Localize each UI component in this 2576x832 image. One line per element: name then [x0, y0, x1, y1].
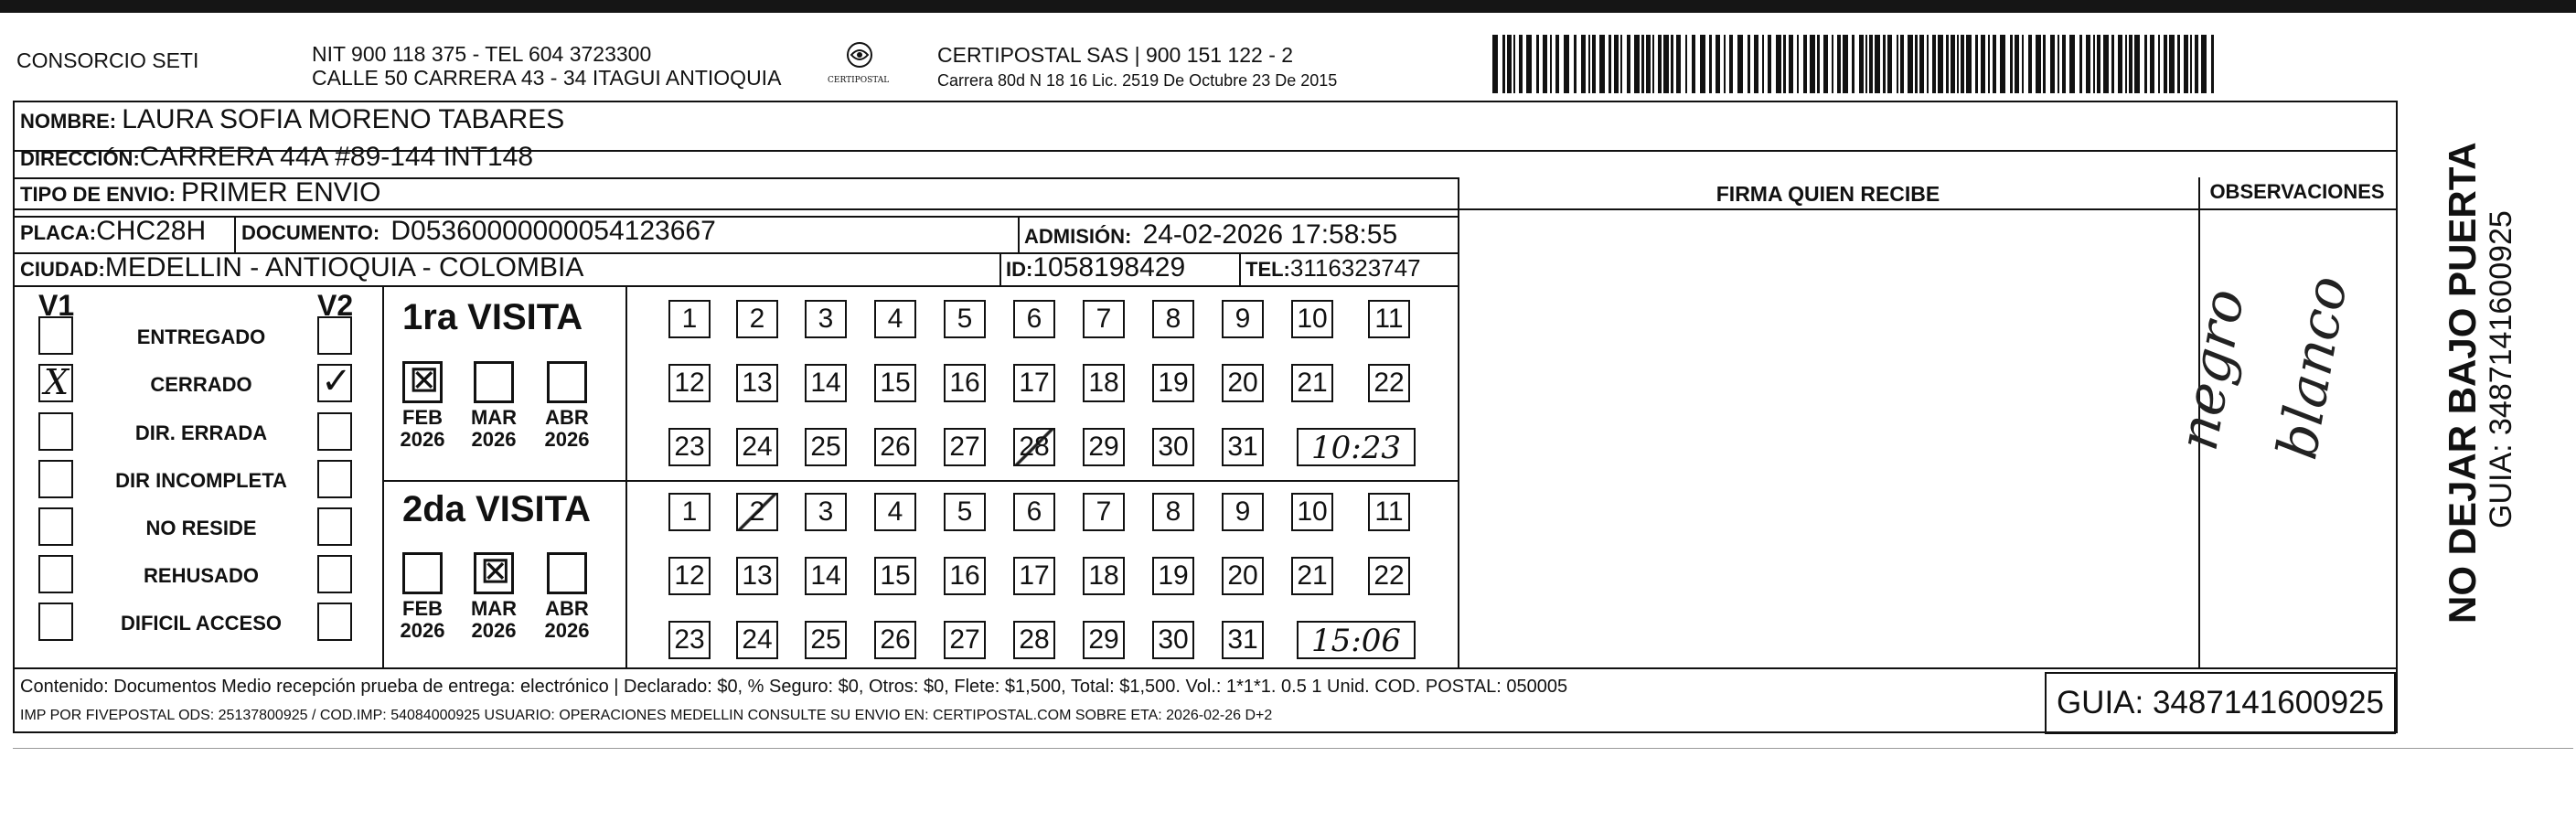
v1-checkbox[interactable]: X [38, 364, 73, 402]
visit2-day-13[interactable]: 13 [736, 557, 778, 595]
barcode-bar [1536, 35, 1539, 93]
barcode-bar [1875, 35, 1880, 93]
observaciones-handwriting-1: negro [2165, 284, 2258, 455]
barcode-bar [2022, 35, 2024, 93]
barcode-bar [1908, 35, 1913, 93]
documento-row: DOCUMENTO: D05360000000054123667 [241, 216, 716, 246]
visit2-month-checkbox[interactable] [547, 552, 587, 594]
visit1-day-20[interactable]: 20 [1222, 364, 1264, 402]
visit1-day-27[interactable]: 27 [944, 428, 986, 466]
barcode-bar [1526, 35, 1532, 93]
visit2-month-checkbox[interactable]: ⊠ [474, 552, 514, 594]
barcode-bar [1685, 35, 1687, 93]
visit1-month-label: MAR 2026 [470, 406, 518, 451]
barcode-bar [1789, 35, 1793, 93]
status-label: ENTREGADO [136, 325, 266, 348]
visit1-day-30[interactable]: 30 [1152, 428, 1194, 466]
visit2-day-23[interactable]: 23 [668, 621, 711, 659]
visit1-day-8[interactable]: 8 [1152, 300, 1194, 338]
barcode-bar [1588, 35, 1590, 93]
barcode-bar [1932, 35, 1936, 93]
barcode-bar [1975, 35, 1978, 93]
barcode-bar [1737, 35, 1743, 93]
visit2-day-8[interactable]: 8 [1152, 493, 1194, 531]
visit1-day-28[interactable]: 28 [1013, 428, 1055, 466]
visit1-day-7[interactable]: 7 [1083, 300, 1125, 338]
barcode-bar [2211, 35, 2214, 93]
admision-row: ADMISIÓN: 24-02-2026 17:58:55 [1024, 219, 1398, 250]
visit2-month-checkbox[interactable] [402, 552, 443, 594]
barcode-bar [1627, 35, 1630, 93]
visit1-day-14[interactable]: 14 [805, 364, 847, 402]
barcode-bar [1803, 35, 1807, 93]
visit1-day-25[interactable]: 25 [805, 428, 847, 466]
barcode-bar [1748, 35, 1750, 93]
impresion-line: IMP POR FIVEPOSTAL ODS: 25137800925 / COD.IMP: 54084000925 USUARIO: OPERACIONES MEDELLIN CONSULTE SU ENVIO EN: CERTIPOSTAL.COM SOBRE ETA: 2026-02-26 D+2 [20, 708, 1273, 723]
barcode-bar [1634, 35, 1640, 93]
barcode-bar [1768, 35, 1771, 93]
barcode-bar [2093, 35, 2095, 93]
certipostal-line: CERTIPOSTAL SAS | 900 151 122 - 2 [937, 43, 1294, 67]
visit2-day-7[interactable]: 7 [1083, 493, 1125, 531]
visit2-month-label: FEB 2026 [400, 597, 445, 642]
barcode-bar [2129, 35, 2132, 93]
barcode-bar [1915, 35, 1918, 93]
visit2-day-5[interactable]: 5 [944, 493, 986, 531]
visit1-month-checkbox[interactable]: ⊠ [402, 361, 443, 403]
observaciones-handwriting-2: blanco [2265, 271, 2361, 464]
visit1-title: 1ra VISITA [402, 297, 583, 337]
barcode-bar [2158, 35, 2160, 93]
barcode-bar [2050, 35, 2055, 93]
barcode-bar [1599, 35, 1605, 93]
barcode-bar [1620, 35, 1622, 93]
company-name: CONSORCIO SETI [16, 48, 199, 72]
ciudad-value: MEDELLIN - ANTIOQUIA - COLOMBIA [104, 252, 584, 283]
visit1-day-18[interactable]: 18 [1083, 364, 1125, 402]
barcode-bar [1513, 35, 1515, 93]
v2-label: V2 [317, 289, 354, 322]
barcode-bar [2097, 35, 2100, 93]
barcode-bar [2079, 35, 2082, 93]
visit1-day-23[interactable]: 23 [668, 428, 711, 466]
license-line: Carrera 80d N 18 16 Lic. 2519 De Octubre 23 De 2015 [937, 71, 1338, 90]
barcode-bar [1946, 35, 1949, 93]
barcode-bar [1852, 35, 1855, 93]
visit2-day-22[interactable]: 22 [1368, 557, 1410, 595]
nit-line: NIT 900 118 375 - TEL 604 3723300 [312, 42, 652, 66]
v1-checkbox[interactable] [38, 507, 73, 546]
visit1-day-15[interactable]: 15 [874, 364, 916, 402]
barcode-bar [1519, 35, 1523, 93]
barcode-bar [1729, 35, 1733, 93]
barcode-bar [1614, 35, 1619, 93]
barcode-bar [1609, 35, 1611, 93]
status-label: NO RESIDE [145, 517, 257, 539]
v1-checkbox[interactable] [38, 460, 73, 498]
barcode-bar [1663, 35, 1669, 93]
visit2-day-27[interactable]: 27 [944, 621, 986, 659]
v2-checkbox[interactable] [317, 555, 352, 593]
cut-line [13, 748, 2573, 749]
barcode-bar [1900, 35, 1904, 93]
visit2-day-9[interactable]: 9 [1222, 493, 1264, 531]
barcode-bar [1581, 35, 1586, 93]
barcode-bar [1555, 35, 1559, 93]
documento-value: D05360000000054123667 [390, 216, 716, 246]
v2-checkbox[interactable] [317, 412, 352, 451]
barcode-bar [2103, 35, 2109, 93]
barcode-bar [1592, 35, 1596, 93]
barcode-bar [1658, 35, 1662, 93]
barcode-bar [2134, 35, 2140, 93]
visit1-day-2[interactable]: 2 [736, 300, 778, 338]
barcode-bar [1869, 35, 1873, 93]
barcode-bar [1810, 35, 1815, 93]
barcode-bar [1724, 35, 1726, 93]
visit1-day-3[interactable]: 3 [805, 300, 847, 338]
barcode-bar [1865, 35, 1867, 93]
barcode-bar [2125, 35, 2127, 93]
barcode-bar [1783, 35, 1786, 93]
status-label: DIR INCOMPLETA [115, 469, 287, 492]
barcode-bar [1843, 35, 1848, 93]
barcode-bar [2111, 35, 2114, 93]
visit2-day-14[interactable]: 14 [805, 557, 847, 595]
barcode-bar [1676, 35, 1681, 93]
v1-checkbox[interactable] [38, 412, 73, 451]
visit1-day-29[interactable]: 29 [1083, 428, 1125, 466]
visit2-day-11[interactable]: 11 [1368, 493, 1410, 531]
v2-checkbox[interactable] [317, 460, 352, 498]
visit2-day-3[interactable]: 3 [805, 493, 847, 531]
barcode-bar [1762, 35, 1764, 93]
visit1-day-26[interactable]: 26 [874, 428, 916, 466]
top-black-bar [0, 0, 2576, 13]
v2-checkbox[interactable] [317, 316, 352, 355]
v1-checkbox[interactable] [38, 603, 73, 641]
barcode-bar [2028, 35, 2032, 93]
barcode-bar [1961, 35, 1964, 93]
barcode-bar [2195, 35, 2198, 93]
direccion-value: CARRERA 44A #89-144 INT148 [139, 142, 534, 172]
v2-checkbox[interactable] [317, 507, 352, 546]
visit1-month-label: FEB 2026 [400, 406, 445, 451]
visit2-day-24[interactable]: 24 [736, 621, 778, 659]
v2-checkbox[interactable] [317, 603, 352, 641]
visit1-day-21[interactable]: 21 [1291, 364, 1333, 402]
id-value: 1058198429 [1032, 252, 1186, 283]
logo-text: CERTIPOSTAL [828, 76, 890, 85]
status-label: DIR. ERRADA [134, 421, 268, 444]
barcode-bar [1859, 35, 1864, 93]
barcode-bar [2015, 35, 2019, 93]
visit2-day-21[interactable]: 21 [1291, 557, 1333, 595]
admision-value: 24-02-2026 17:58:55 [1142, 219, 1398, 250]
visit1-day-11[interactable]: 11 [1368, 300, 1410, 338]
barcode-bar [1754, 35, 1758, 93]
barcode-bar [1797, 35, 1799, 93]
visit1-day-13[interactable]: 13 [736, 364, 778, 402]
barcode-bar [1716, 35, 1720, 93]
visit2-day-4[interactable]: 4 [874, 493, 916, 531]
barcode-bar [1883, 35, 1886, 93]
barcode-bar [1550, 35, 1552, 93]
barcode-bar [1507, 35, 1512, 93]
visit1-day-9[interactable]: 9 [1222, 300, 1264, 338]
barcode-bar [1981, 35, 1985, 93]
barcode-bar [1564, 35, 1569, 93]
barcode-bar [2000, 35, 2005, 93]
visit2-day-20[interactable]: 20 [1222, 557, 1264, 595]
barcode-bar [1671, 35, 1673, 93]
visit1-time: 10:23 [1297, 428, 1416, 466]
visit2-day-26[interactable]: 26 [874, 621, 916, 659]
visit2-day-19[interactable]: 19 [1152, 557, 1194, 595]
barcode-bar [2184, 35, 2188, 93]
visit1-day-19[interactable]: 19 [1152, 364, 1194, 402]
contenido-line: Contenido: Documentos Medio recepción prueba de entrega: electrónico | Declarado: $0, % Seguro: $0, Otros: $0, Flete: $1,500, Total: $1,500. Vol.: 1*1*1. 0.5 1 Unid. COD. POSTAL: 050005 [20, 677, 1568, 697]
visit2-day-10[interactable]: 10 [1291, 493, 1333, 531]
guia-box: GUIA: 3487141600925 [2045, 672, 2396, 734]
barcode-bar [2177, 35, 2180, 93]
side-guia-text: GUIA: 3487141600925 [2484, 210, 2518, 528]
barcode-bar [1641, 35, 1644, 93]
ciudad-row: CIUDAD:MEDELLIN - ANTIOQUIA - COLOMBIA [20, 252, 584, 283]
visit1-day-31[interactable]: 31 [1222, 428, 1264, 466]
tel-row: TEL:3116323747 [1245, 254, 1421, 282]
barcode-bar [2058, 35, 2059, 93]
visit2-day-12[interactable]: 12 [668, 557, 711, 595]
tipo-envio-row: TIPO DE ENVIO: PRIMER ENVIO [20, 177, 381, 208]
tel-value: 3116323747 [1289, 254, 1421, 282]
barcode-bar [2036, 35, 2041, 93]
visit1-day-10[interactable]: 10 [1291, 300, 1333, 338]
barcode-bar [2190, 35, 2192, 93]
visit1-day-6[interactable]: 6 [1013, 300, 1055, 338]
barcode-bar [2043, 35, 2046, 93]
status-label: CERRADO [150, 373, 252, 396]
v1-checkbox[interactable] [38, 316, 73, 355]
visit2-day-2[interactable]: 2 [736, 493, 778, 531]
status-label: REHUSADO [144, 564, 259, 587]
barcode-bar [2086, 35, 2090, 93]
barcode-bar [1927, 35, 1929, 93]
visit2-month-label: MAR 2026 [470, 597, 518, 642]
barcode-bar [1492, 35, 1498, 93]
address-line: CALLE 50 CARRERA 43 - 34 ITAGUI ANTIOQUIA [312, 66, 782, 90]
direccion-row: DIRECCIÓN:CARRERA 44A #89-144 INT148 [20, 142, 534, 172]
barcode-bar [1887, 35, 1892, 93]
barcode-bar [1646, 35, 1651, 93]
barcode-bar [2144, 35, 2147, 93]
barcode-bar [1966, 35, 1972, 93]
barcode-bar [2118, 35, 2122, 93]
visit2-title: 2da VISITA [402, 489, 591, 529]
visit1-month-checkbox[interactable] [547, 361, 587, 403]
barcode-bar [2164, 35, 2167, 93]
barcode-bar [1919, 35, 1924, 93]
visit1-day-16[interactable]: 16 [944, 364, 986, 402]
barcode-bar [1837, 35, 1841, 93]
visit2-day-1[interactable]: 1 [668, 493, 711, 531]
visit1-month-checkbox[interactable] [474, 361, 514, 403]
visit1-day-24[interactable]: 24 [736, 428, 778, 466]
visit2-month-label: ABR 2026 [544, 597, 590, 642]
barcode [1492, 35, 2219, 93]
barcode-bar [1897, 35, 1898, 93]
barcode-bar [2201, 35, 2207, 93]
firma-label: FIRMA QUIEN RECIBE [1716, 182, 1940, 206]
barcode-bar [1692, 35, 1695, 93]
visit2-day-29[interactable]: 29 [1083, 621, 1125, 659]
placa-row: PLACA:CHC28H [20, 216, 207, 246]
barcode-bar [1823, 35, 1828, 93]
barcode-bar [1951, 35, 1955, 93]
placa-value: CHC28H [96, 216, 207, 246]
nombre-row: NOMBRE: LAURA SOFIA MORENO TABARES [20, 104, 565, 134]
status-label: DIFICIL ACCESO [120, 612, 282, 635]
visit2-day-6[interactable]: 6 [1013, 493, 1055, 531]
tipo-envio-value: PRIMER ENVIO [181, 177, 381, 208]
id-row: ID:1058198429 [1006, 252, 1186, 283]
v1-label: V1 [38, 289, 75, 322]
barcode-bar [2010, 35, 2013, 93]
v1-checkbox[interactable] [38, 555, 73, 593]
v2-checkbox[interactable]: ✓ [317, 364, 352, 402]
side-warning [2442, 142, 2518, 624]
barcode-bar [1832, 35, 1833, 93]
barcode-bar [1817, 35, 1820, 93]
visit2-day-28[interactable]: 28 [1013, 621, 1055, 659]
visit1-day-12[interactable]: 12 [668, 364, 711, 402]
visit2-day-15[interactable]: 15 [874, 557, 916, 595]
barcode-bar [2062, 35, 2066, 93]
barcode-bar [1776, 35, 1781, 93]
barcode-bar [1957, 35, 1959, 93]
visit2-day-30[interactable]: 30 [1152, 621, 1194, 659]
barcode-bar [2169, 35, 2175, 93]
visit1-day-1[interactable]: 1 [668, 300, 711, 338]
barcode-bar [1502, 35, 1505, 93]
visit2-day-17[interactable]: 17 [1013, 557, 1055, 595]
visit2-day-31[interactable]: 31 [1222, 621, 1264, 659]
no-dejar-text: NO DEJAR BAJO PUERTA [2441, 142, 2484, 624]
visit2-time: 15:06 [1297, 621, 1416, 659]
barcode-bar [2069, 35, 2075, 93]
barcode-bar [1709, 35, 1712, 93]
visit1-day-22[interactable]: 22 [1368, 364, 1410, 402]
visit1-day-5[interactable]: 5 [944, 300, 986, 338]
visit2-day-18[interactable]: 18 [1083, 557, 1125, 595]
barcode-bar [1700, 35, 1705, 93]
barcode-bar [1938, 35, 1943, 93]
visit2-day-25[interactable]: 25 [805, 621, 847, 659]
barcode-bar [1988, 35, 1990, 93]
barcode-bar [1652, 35, 1654, 93]
barcode-bar [1543, 35, 1547, 93]
barcode-bar [1574, 35, 1577, 93]
observaciones-label: OBSERVACIONES [2209, 180, 2385, 203]
visit2-day-16[interactable]: 16 [944, 557, 986, 595]
barcode-bar [2150, 35, 2154, 93]
barcode-bar [1993, 35, 1996, 93]
visit1-month-label: ABR 2026 [544, 406, 590, 451]
nombre-value: LAURA SOFIA MORENO TABARES [122, 104, 565, 134]
visit1-day-17[interactable]: 17 [1013, 364, 1055, 402]
visit1-day-4[interactable]: 4 [874, 300, 916, 338]
